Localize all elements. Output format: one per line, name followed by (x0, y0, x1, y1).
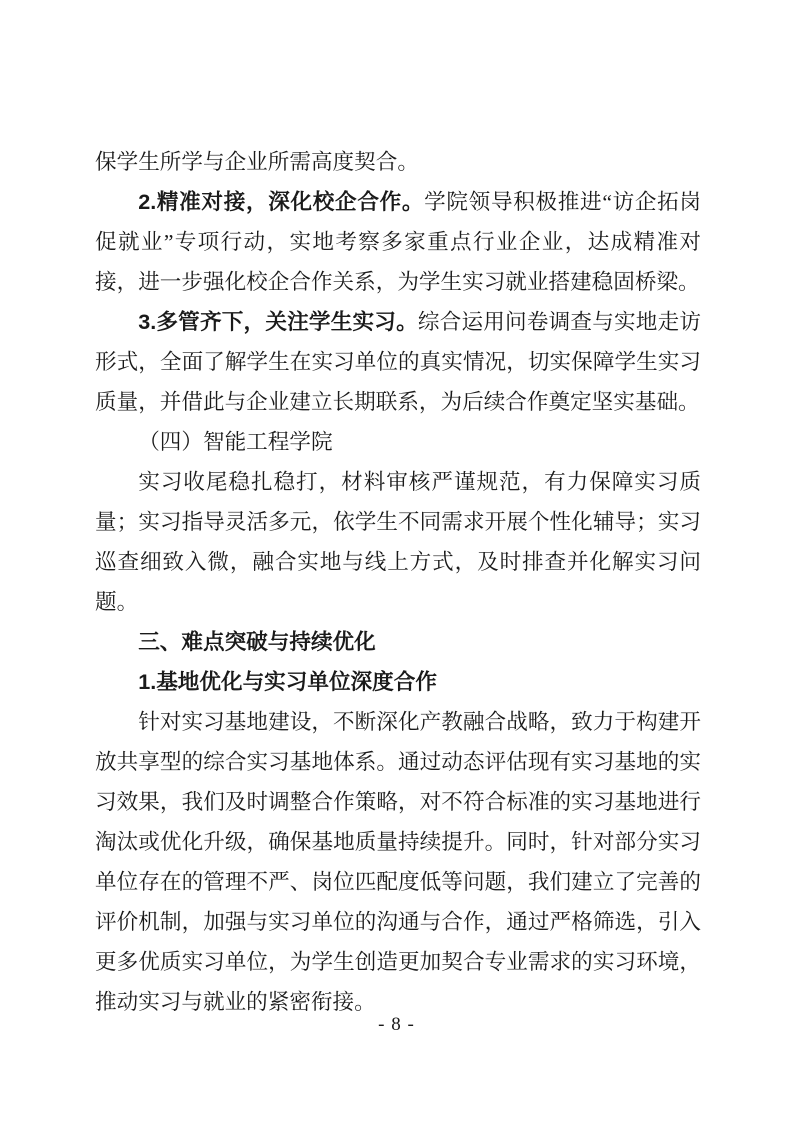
paragraph-point-2 (95, 182, 701, 302)
paragraph-body (95, 702, 701, 1022)
paragraph-point-3 (95, 302, 701, 422)
inline-heading-point-2: 2.精准对接，深化校企合作。 (138, 189, 425, 214)
paragraph-text: 保学生所学与企业所需高度契合。 (95, 150, 419, 174)
paragraph-text: 综合运用问卷调查与实地走访形式，全面了解学生在实习单位的真实情况，切实保障学生实习质量，并借此与企业建立长期联系，为后续合作奠定坚实基础。 (95, 310, 701, 414)
page-number: - 8 - (378, 1014, 415, 1035)
paragraph-text: 实习收尾稳扎稳打，材料审核严谨规范，有力保障实习质量；实习指导灵活多元，依学生不同需求开展个性化辅导；实习巡查细致入微，融合实地与线上方式，及时排查并化解实习问题。 (95, 470, 701, 614)
inline-heading-point-3: 3.多管齐下，关注学生实习。 (138, 309, 418, 334)
paragraph-body (95, 462, 701, 622)
heading-chapter-3 (95, 622, 701, 662)
paragraph-text: 学院领导积极推进“访企拓岗促就业”专项行动，实地考察多家重点行业企业，达成精准对接，进一步强化校企合作关系，为学生实习就业搭建稳固桥梁。 (95, 190, 701, 294)
heading-text: 三、难点突破与持续优化 (138, 629, 376, 654)
paragraph-continuation (95, 142, 701, 182)
heading-subsection-1 (95, 662, 701, 702)
paragraph-text: 针对实习基地建设，不断深化产教融合战略，致力于构建开放共享型的综合实习基地体系。通过动态评估现有实习基地的实习效果，我们及时调整合作策略，对不符合标准的实习基地进行淘汰或优化升级，确保基地质量持续提升。同时，针对部分实习单位存在的管理不严、岗位匹配度低等问题，我们建立了完善的评价机制，加强与实习单位的沟通与合作，通过严格筛选，引入更多优质实习单位，为学生创造更加契合专业需求的实习环境，推动实习与就业的紧密衔接。 (95, 710, 701, 1014)
heading-section-4 (95, 422, 701, 462)
heading-text: 1.基地优化与实习单位深度合作 (138, 669, 437, 694)
text-block (95, 142, 701, 1022)
heading-text: （四）智能工程学院 (138, 430, 333, 454)
